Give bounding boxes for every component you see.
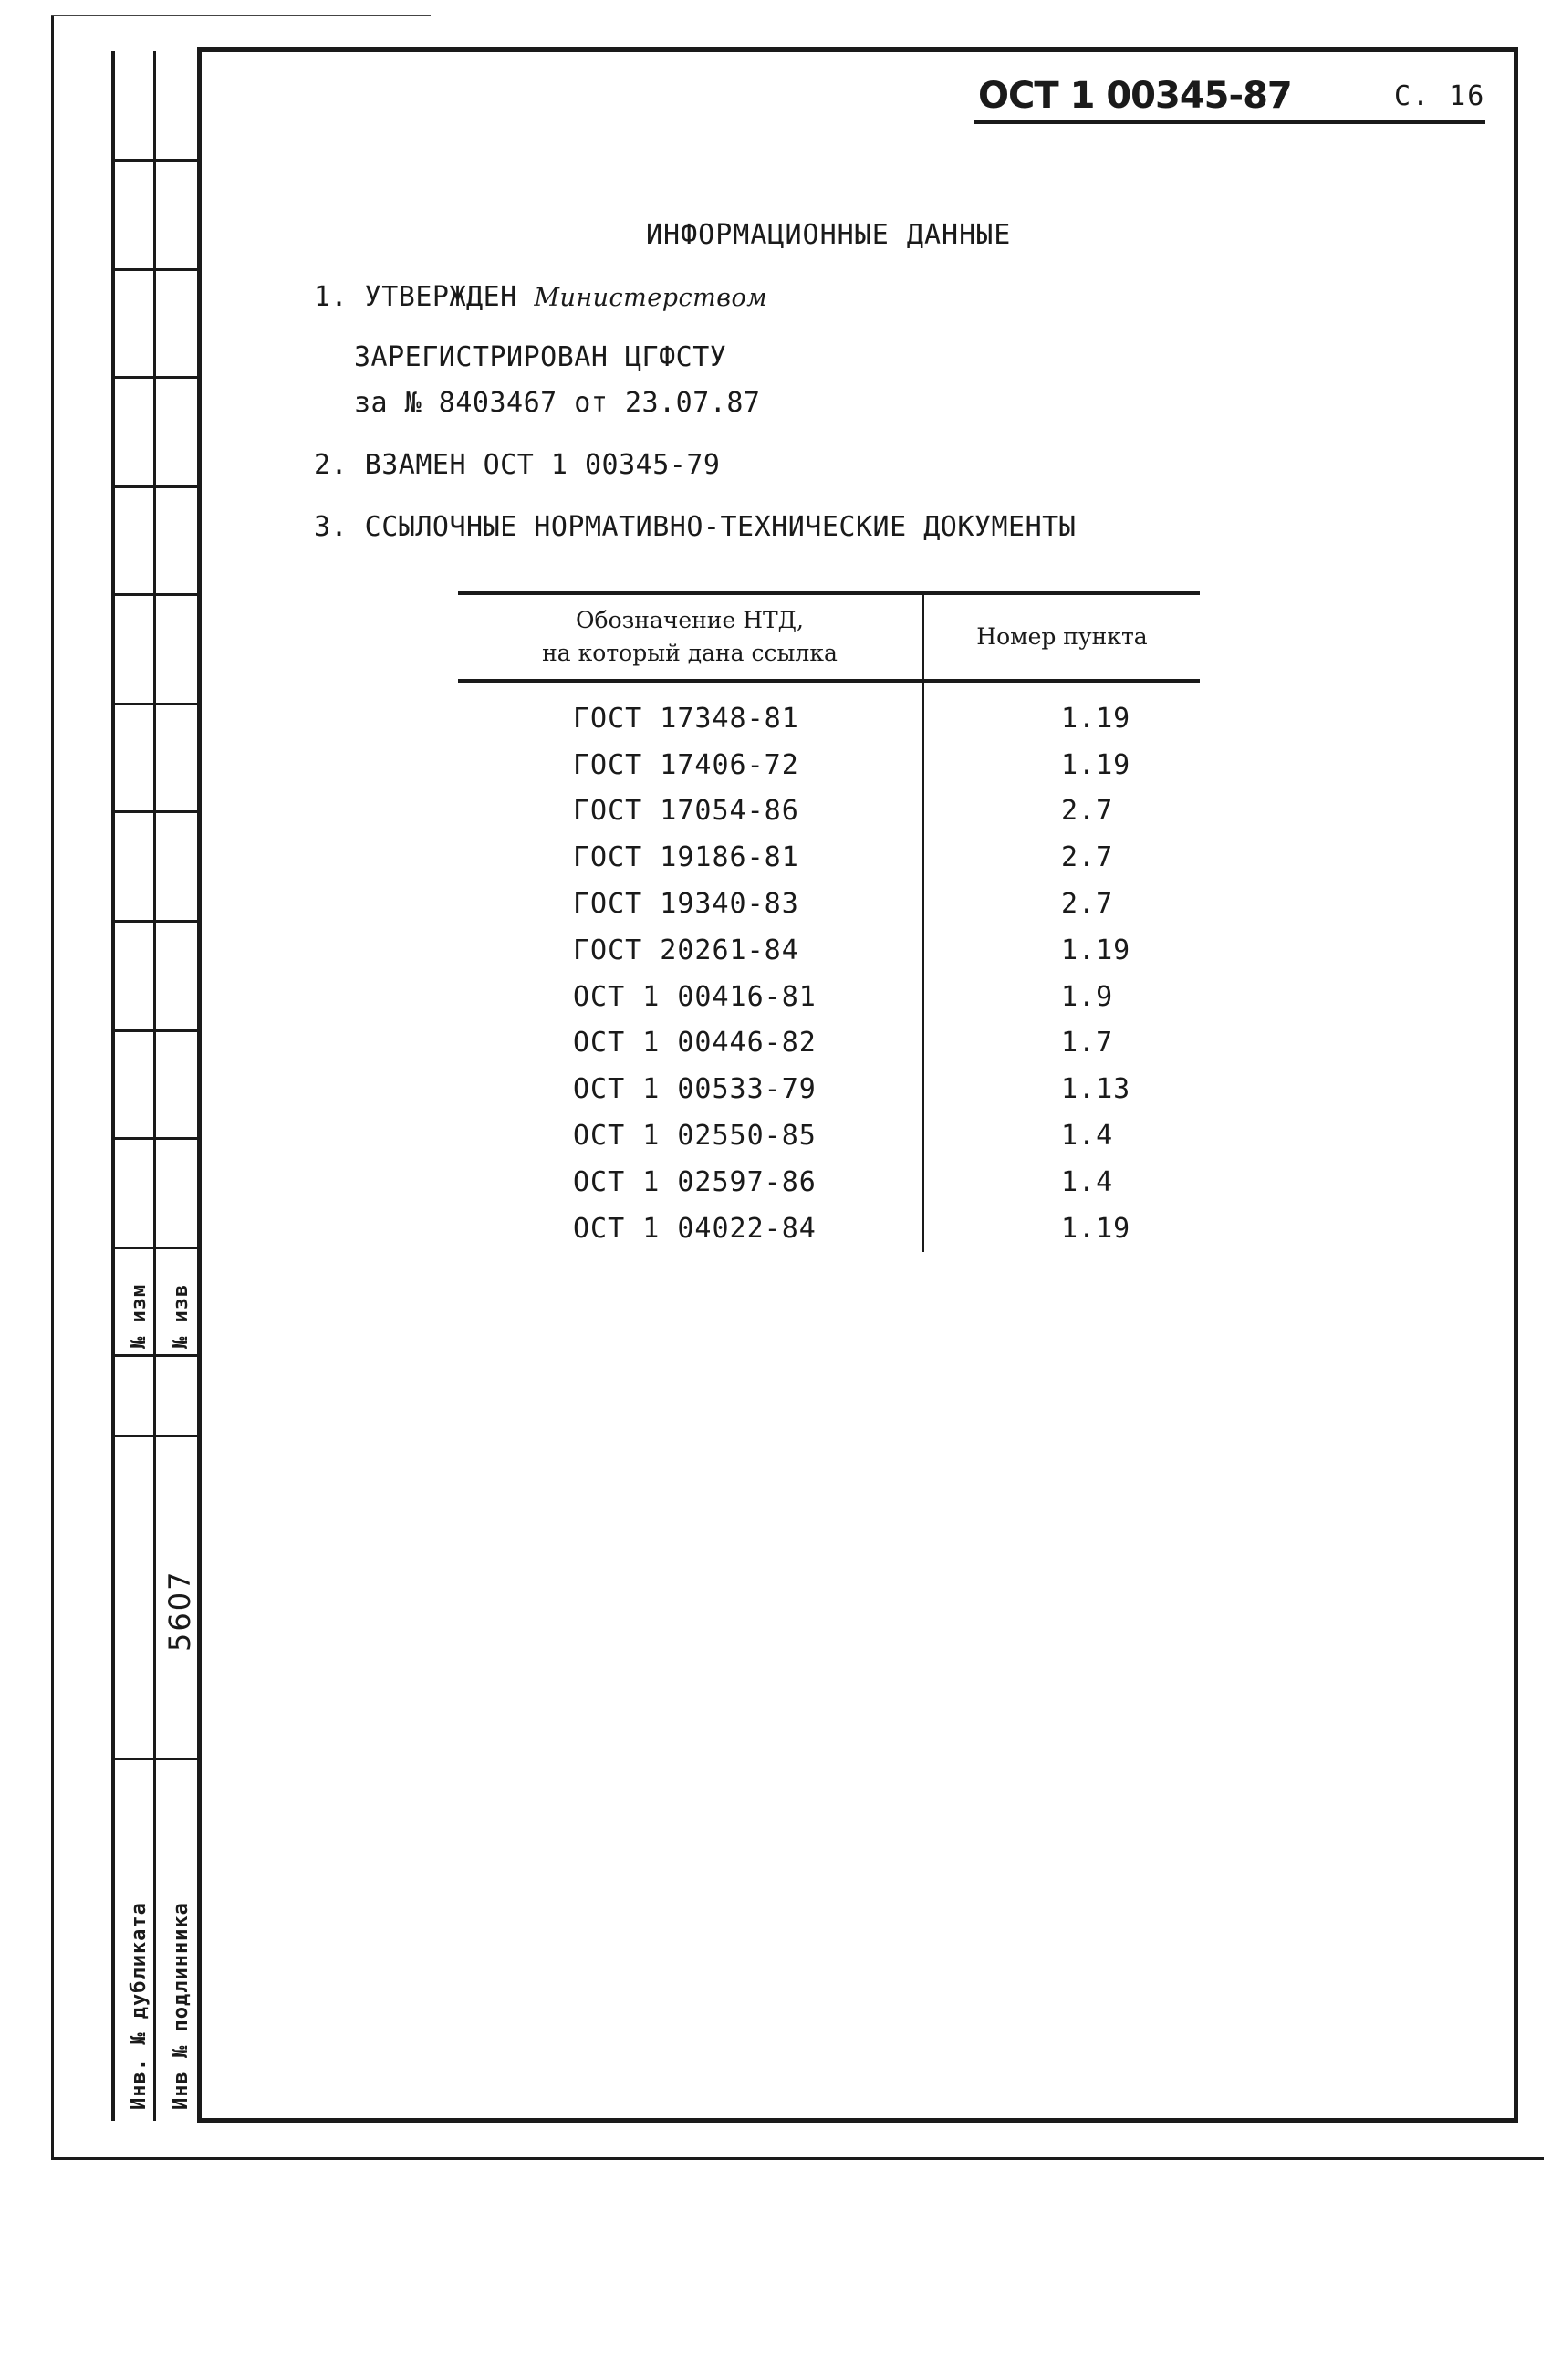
table-cell-clause: 1.19 bbox=[1061, 934, 1131, 966]
margin-row-line bbox=[111, 920, 199, 923]
table-cell-clause: 1.19 bbox=[1061, 748, 1131, 781]
table-row bbox=[458, 834, 1200, 881]
table-cell-clause: 1.4 bbox=[1061, 1120, 1114, 1153]
column-header-document-line2: на который дана ссылка bbox=[542, 640, 838, 666]
item-approved bbox=[314, 281, 767, 313]
item-replaces: 2. ВЗАМЕН ОСТ 1 00345-79 bbox=[314, 449, 721, 481]
table-row bbox=[458, 927, 1200, 974]
table-row bbox=[458, 1112, 1200, 1159]
margin-row-line bbox=[111, 485, 199, 488]
inv-podlinnika-value: 5607 bbox=[162, 1570, 197, 1652]
item-registration-number: за № 8403467 от 23.07.87 bbox=[354, 387, 761, 419]
margin-row-line bbox=[111, 1354, 199, 1357]
table-cell-document: ГОСТ 17406-72 bbox=[458, 742, 923, 788]
item-registered: ЗАРЕГИСТРИРОВАН ЦГФСТУ bbox=[354, 341, 727, 373]
left-edge-line bbox=[51, 16, 54, 2159]
table-cell-document: ГОСТ 19340-83 bbox=[458, 881, 923, 927]
document-code: ОСТ 1 00345-87 bbox=[978, 75, 1292, 117]
item-approved-ministry: Министерством bbox=[534, 284, 768, 312]
table-cell-document: ОСТ 1 02550-85 bbox=[458, 1112, 923, 1159]
table-cell-clause: 2.7 bbox=[1061, 841, 1114, 874]
table-row bbox=[458, 881, 1200, 927]
margin-row-line bbox=[111, 376, 199, 379]
table-row bbox=[458, 1066, 1200, 1112]
table-cell-clause: 1.19 bbox=[1061, 1212, 1131, 1245]
table-cell-clause: 1.19 bbox=[1061, 702, 1131, 735]
table-cell-document: ОСТ 1 04022-84 bbox=[458, 1206, 923, 1252]
table-cell-document: ГОСТ 20261-84 bbox=[458, 927, 923, 974]
document-code-underline bbox=[974, 120, 1485, 124]
table-cell-clause: 1.4 bbox=[1061, 1165, 1114, 1198]
margin-row-line bbox=[111, 593, 199, 596]
margin-row-line bbox=[111, 703, 199, 705]
margin-row-line bbox=[111, 1758, 199, 1760]
izv-label: № изв bbox=[170, 1283, 193, 1349]
item-references-heading: 3. ССЫЛОЧНЫЕ НОРМАТИВНО-ТЕХНИЧЕСКИЕ ДОКУМЕНТЫ bbox=[314, 511, 1077, 543]
table-cell-document: ГОСТ 17054-86 bbox=[458, 788, 923, 835]
table-cell-document: ОСТ 1 00416-81 bbox=[458, 974, 923, 1020]
margin-row-line bbox=[111, 1137, 199, 1140]
table-cell-document: ОСТ 1 02597-86 bbox=[458, 1159, 923, 1206]
table-row bbox=[458, 788, 1200, 835]
table-cell-document: ГОСТ 19186-81 bbox=[458, 834, 923, 881]
table-row bbox=[458, 1159, 1200, 1206]
top-edge-line bbox=[51, 15, 431, 16]
margin-strip-divider bbox=[153, 51, 156, 2121]
margin-row-line bbox=[111, 1435, 199, 1437]
izm-label: № изм bbox=[128, 1283, 151, 1349]
reference-table bbox=[458, 591, 1200, 1252]
table-row bbox=[458, 1020, 1200, 1067]
table-cell-document: ОСТ 1 00446-82 bbox=[458, 1020, 923, 1067]
margin-row-line bbox=[111, 1247, 199, 1249]
margin-row-line bbox=[111, 1029, 199, 1032]
table-header-row bbox=[458, 593, 1200, 681]
table-row bbox=[458, 1206, 1200, 1252]
bottom-edge-line bbox=[51, 2157, 1544, 2160]
table-cell-clause: 1.13 bbox=[1061, 1073, 1131, 1106]
margin-row-line bbox=[111, 810, 199, 813]
table-cell-clause: 2.7 bbox=[1061, 795, 1114, 828]
margin-row-line bbox=[111, 268, 199, 271]
table-cell-document: ГОСТ 17348-81 bbox=[458, 681, 923, 742]
table-cell-clause: 1.7 bbox=[1061, 1027, 1114, 1060]
column-header-document-line1: Обозначение НТД, bbox=[576, 607, 804, 633]
page-title: ИНФОРМАЦИОННЫЕ ДАННЫЕ bbox=[646, 219, 1012, 251]
column-header-clause: Номер пункта bbox=[923, 593, 1201, 681]
table-row bbox=[458, 681, 1200, 742]
table-cell-clause: 2.7 bbox=[1061, 888, 1114, 921]
column-header-document bbox=[458, 593, 923, 681]
table-row bbox=[458, 974, 1200, 1020]
table-cell-document: ОСТ 1 00533-79 bbox=[458, 1066, 923, 1112]
page-number: С. 16 bbox=[1394, 80, 1486, 112]
inv-podlinnika-label: Инв № подлинника bbox=[170, 1902, 193, 2110]
table-cell-clause: 1.9 bbox=[1061, 980, 1114, 1013]
item-approved-label: 1. УТВЕРЖДЕН bbox=[314, 281, 517, 313]
margin-row-line bbox=[111, 159, 199, 162]
inv-dublikata-label: Инв. № дубликата bbox=[128, 1902, 151, 2110]
table-row bbox=[458, 742, 1200, 788]
